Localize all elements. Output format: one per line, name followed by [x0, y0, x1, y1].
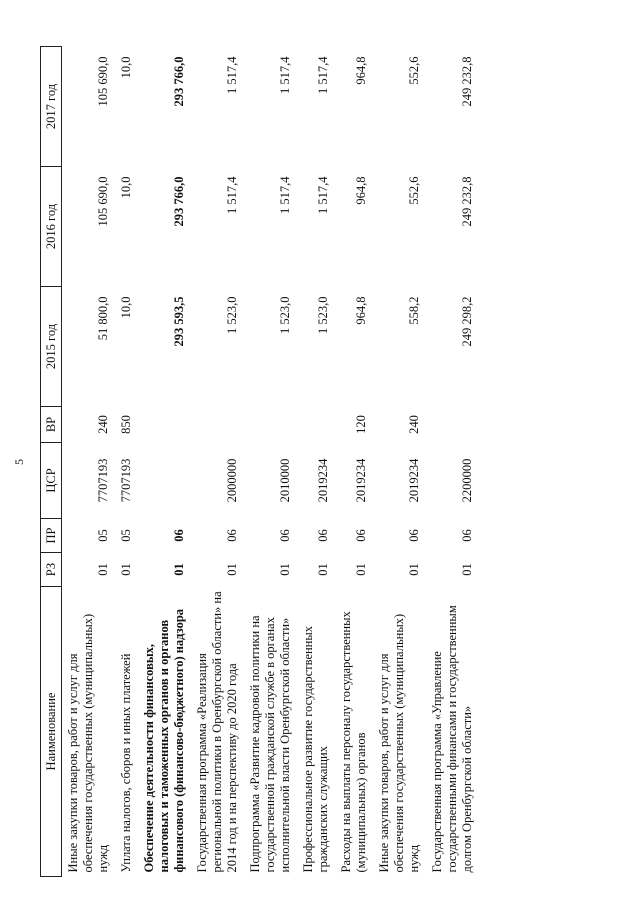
row-vr: 240 [96, 415, 110, 434]
row-vr: 850 [119, 415, 133, 434]
row-name: Иные закупки товаров, работ и услуг для обеспечения государственных (муниципальных) нужд [66, 613, 110, 873]
row-2015: 10,0 [119, 296, 133, 319]
row-2016: 249 232,8 [460, 176, 474, 227]
row-2016: 10,0 [119, 176, 133, 199]
row-2015: 964,8 [354, 296, 368, 325]
row-2015: 1 523,0 [316, 296, 330, 334]
row-vr [426, 407, 479, 443]
row-csr: 2019234 [407, 458, 421, 503]
header-csr: ЦСР [41, 443, 62, 519]
row-rz: 01 [172, 563, 186, 576]
budget-table [40, 46, 479, 877]
row-vr: 240 [407, 415, 421, 434]
table-row [335, 47, 373, 877]
row-2017: 249 232,8 [460, 56, 474, 107]
row-2016: 1 517,4 [278, 176, 292, 214]
table-row [191, 47, 244, 877]
row-pr: 06 [172, 529, 186, 542]
row-name: Расходы на выплаты персоналу государственных (муниципальных) органов [339, 611, 368, 873]
row-vr: 120 [354, 415, 368, 434]
row-2017: 552,6 [407, 56, 421, 85]
row-2017: 293 766,0 [172, 56, 186, 107]
row-2016: 1 517,4 [316, 176, 330, 214]
row-csr [138, 443, 191, 519]
page-number: 5 [12, 459, 26, 465]
row-vr [191, 407, 244, 443]
row-rz: 01 [354, 563, 368, 576]
row-vr [244, 407, 297, 443]
row-vr [138, 407, 191, 443]
row-2017: 10,0 [119, 56, 133, 79]
row-pr: 06 [407, 529, 421, 542]
table-row [244, 47, 297, 877]
header-2016: 2016 год [41, 167, 62, 287]
table-row [426, 47, 479, 877]
row-pr: 06 [278, 529, 292, 542]
row-2016: 1 517,4 [225, 176, 239, 214]
table-row [373, 47, 426, 877]
row-2015: 1 523,0 [225, 296, 239, 334]
row-rz: 01 [278, 563, 292, 576]
table-row [62, 47, 116, 877]
row-name: Государственная программа «Управление государственными финансами и государственным долгом Оренбургской области» [430, 605, 474, 873]
row-2017: 1 517,4 [278, 56, 292, 94]
row-rz: 01 [460, 563, 474, 576]
row-2017: 1 517,4 [316, 56, 330, 94]
row-csr: 2019234 [354, 458, 368, 503]
row-name: Государственная программа «Реализация региональной политики в Оренбургской области» на 2014 год и на перспективу до 2020 года [195, 591, 239, 873]
row-2017: 964,8 [354, 56, 368, 85]
row-csr: 7707193 [119, 458, 133, 503]
row-pr: 06 [316, 529, 330, 542]
row-name: Подпрограмма «Развитие кадровой политики на государственной гражданской службе в органах исполнительной власти Оренбургской области» [248, 615, 292, 873]
row-pr: 06 [354, 529, 368, 542]
row-rz: 01 [225, 563, 239, 576]
row-rz: 01 [119, 563, 133, 576]
row-2016: 105 690,0 [96, 176, 110, 227]
row-2017: 1 517,4 [225, 56, 239, 94]
table-row [297, 47, 335, 877]
row-name: Иные закупки товаров, работ и услуг для обеспечения государственных (муниципальных) нужд [377, 613, 421, 873]
row-2015: 1 523,0 [278, 296, 292, 334]
row-2016: 964,8 [354, 176, 368, 205]
row-rz: 01 [96, 563, 110, 576]
row-2015: 249 298,2 [460, 296, 474, 347]
row-name: Уплата налогов, сборов и иных платежей [119, 653, 133, 873]
row-vr [297, 407, 335, 443]
row-2017: 105 690,0 [96, 56, 110, 107]
header-2017: 2017 год [41, 47, 62, 167]
header-vr: ВР [41, 407, 62, 443]
row-name: Профессиональное развитие государственных гражданских служащих [301, 625, 330, 873]
header-name: Наименование [41, 587, 62, 877]
row-pr: 06 [225, 529, 239, 542]
row-2015: 51 800,0 [96, 296, 110, 341]
row-pr: 06 [460, 529, 474, 542]
rotated-page [12, 47, 600, 877]
row-pr: 05 [119, 529, 133, 542]
row-2016: 552,6 [407, 176, 421, 205]
row-pr: 05 [96, 529, 110, 542]
row-csr: 2010000 [278, 458, 292, 503]
row-csr: 2200000 [460, 458, 474, 503]
row-2015: 558,2 [407, 296, 421, 325]
row-rz: 01 [316, 563, 330, 576]
table-row [115, 47, 138, 877]
row-csr: 2000000 [225, 458, 239, 503]
table-row [138, 47, 191, 877]
header-row [41, 47, 62, 877]
row-csr: 2019234 [316, 458, 330, 503]
row-name: Обеспечение деятельности финансовых, налоговых и таможенных органов и органов финансового (финансово-бюджетного) надзора [142, 608, 186, 873]
header-2015: 2015 год [41, 287, 62, 407]
header-pr: ПР [41, 519, 62, 553]
row-2016: 293 766,0 [172, 176, 186, 227]
row-2015: 293 593,5 [172, 296, 186, 347]
header-rz: РЗ [41, 553, 62, 587]
row-csr: 7707193 [96, 458, 110, 503]
row-rz: 01 [407, 563, 421, 576]
